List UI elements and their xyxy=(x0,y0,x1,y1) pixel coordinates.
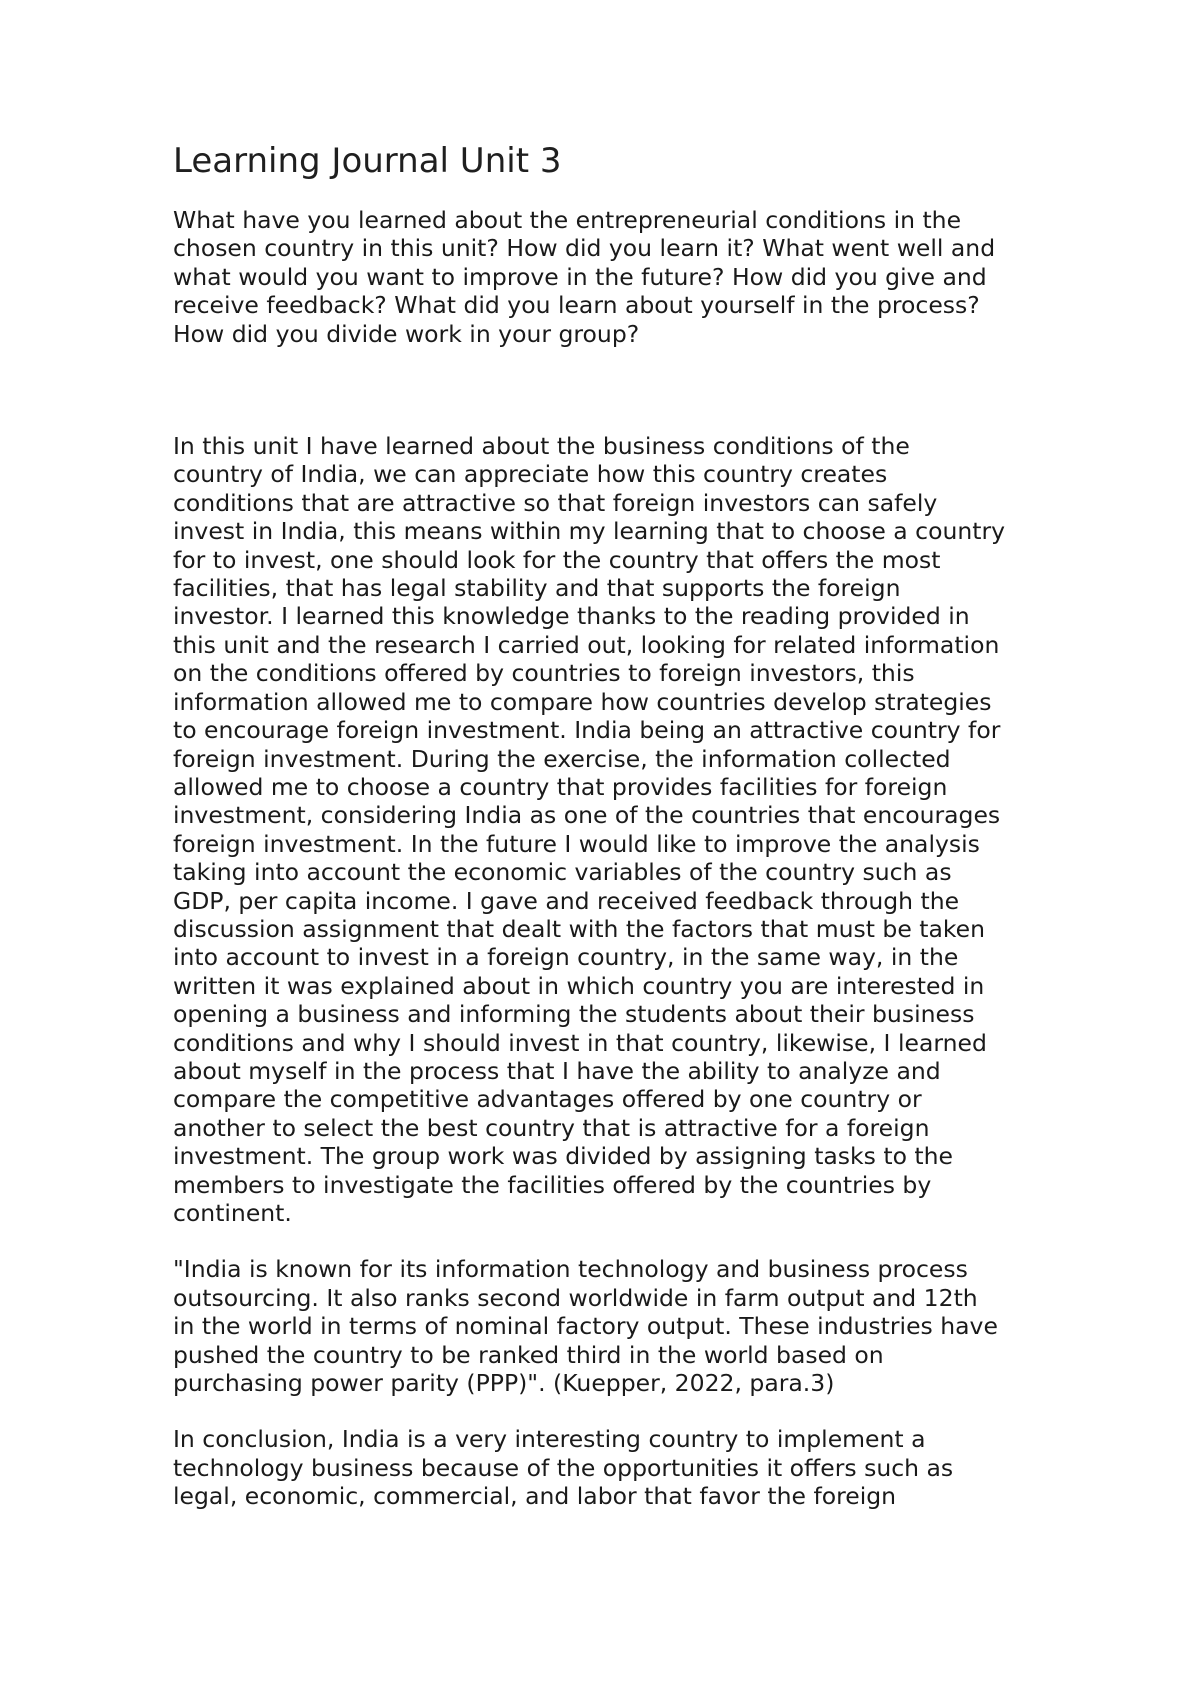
spacer xyxy=(173,1227,1053,1255)
document-title: Learning Journal Unit 3 xyxy=(173,141,562,181)
prompt-paragraph: What have you learned about the entrepreneurial conditions in the chosen country in this unit? How did you learn it? What went well and what would you want to improve in the future? How did you give and receive feedback? What did you learn about yourself in the process? How did you divide work in your group? xyxy=(173,206,996,348)
quote-paragraph: "India is known for its information technology and business process outsourcing. It also ranks second worldwide in farm output and 12th in the world in terms of nominal factory output. These industries have pushed the country to be ranked third in the world based on purchasing power parity (PPP)". (Kuepper, 2022, para.3) xyxy=(173,1255,998,1398)
document-content xyxy=(173,140,1053,1511)
body-paragraph: In this unit I have learned about the business conditions of the country of India, we can appreciate how this country creates conditions that are attractive so that foreign investors can safely invest in India, this means within my learning that to choose a country for to invest, one should look for the country that offers the most facilities, that has legal stability and that supports the foreign investor. I learned this knowledge thanks to the reading provided in this unit and the research I carried out, looking for related information on the conditions offered by countries to foreign investors, this information allowed me to compare how countries develop strategies to encourage foreign investment. India being an attractive country for foreign investment. During the exercise, the information collected allowed me to choose a country that provides facilities for foreign investment, considering India as one of the countries that encourages foreign investment. In the future I would like to improve the analysis taking into account the economic variables of the country such as GDP, per capita income. I gave and received feedback through the discussion assignment that dealt with the factors that must be taken into account to invest in a foreign country, in the same way, in the written it was explained about in which country you are interested in opening a business and informing the students about their business conditions and why I should invest in that country, likewise, I learned about myself in the process that I have the ability to analyze and compare the competitive advantages offered by one country or another to select the best country that is attractive for a foreign investment. The group work was divided by assigning tasks to the members to investigate the facilities offered by the countries by continent. xyxy=(173,432,1006,1227)
conclusion-paragraph: In conclusion, India is a very interesting country to implement a technology business because of the opportunities it offers such as legal, economic, commercial, and labor that favor the foreign xyxy=(173,1425,954,1511)
spacer xyxy=(173,1397,1053,1425)
spacer xyxy=(173,348,1053,432)
